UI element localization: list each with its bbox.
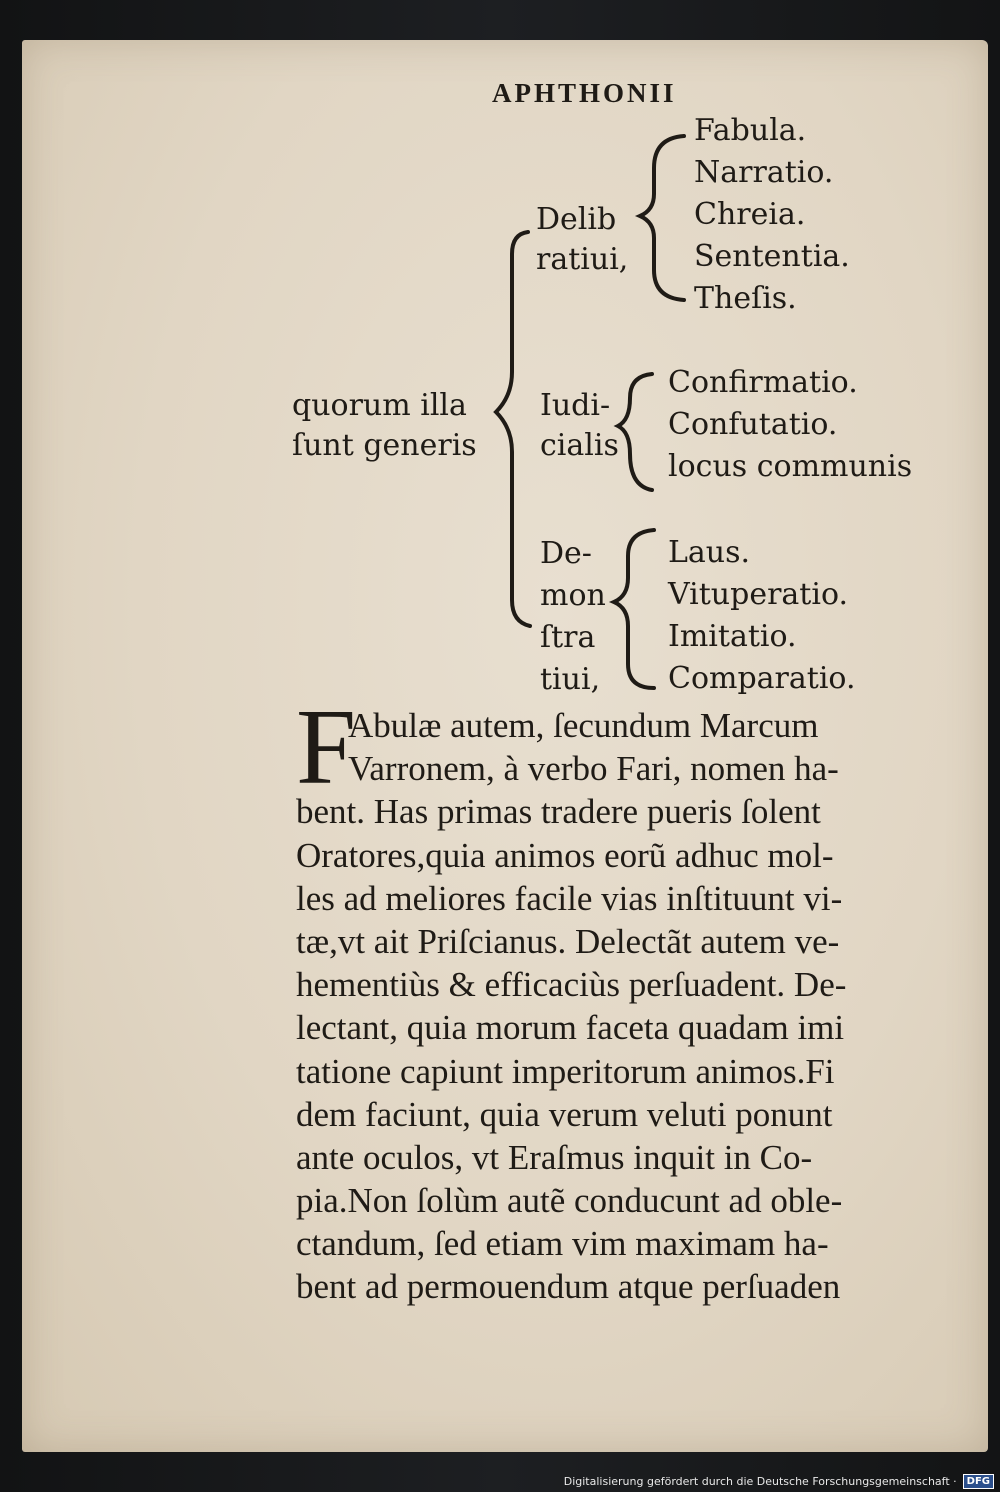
digitization-credit — [564, 1474, 994, 1489]
branch-label-demonstrative-4: tiui, — [540, 662, 601, 697]
brace-demonstrative — [614, 530, 654, 688]
brace-judicial — [618, 374, 652, 490]
text-line: bent ad permouendum atque perſuaden — [296, 1267, 841, 1307]
branch-label-judicial-1: Iudi- — [540, 388, 611, 423]
drop-cap: F — [296, 688, 357, 807]
branch-label-demonstrative-2: mon — [540, 578, 606, 613]
list-item: Theſis. — [694, 281, 797, 316]
branch-label-demonstrative-1: De- — [540, 536, 592, 571]
root-label-line-1: quorum illa — [292, 388, 467, 423]
list-item: Imitatio. — [668, 619, 797, 654]
diagram-braces — [0, 0, 1000, 720]
list-item: Narratio. — [694, 155, 834, 190]
brace-deliberative — [640, 136, 684, 300]
list-item: Vituperatio. — [668, 577, 849, 612]
text-line: Varronem, à verbo Fari, nomen ha- — [348, 749, 839, 789]
body-text — [296, 688, 936, 1309]
branch-label-demonstrative-3: ſtra — [540, 620, 596, 655]
text-line: tæ,vt ait Priſcianus. Delectãt autem ve- — [296, 921, 840, 961]
text-line: Oratores,quia animos eorũ adhuc mol- — [296, 835, 834, 875]
list-item: locus communis — [668, 449, 913, 484]
text-line: lectant, quia morum faceta quadam imi — [296, 1008, 845, 1048]
text-line: bent. Has primas tradere pueris ſolent — [296, 792, 821, 832]
list-item: Comparatio. — [668, 661, 856, 696]
text-line: ante oculos, vt Eraſmus inquit in Co- — [296, 1137, 813, 1177]
running-title: APHTHONII — [492, 78, 677, 108]
root-brace — [496, 232, 530, 626]
branch-label-deliberative-1: Delib — [536, 202, 617, 237]
text-line: hementiùs & efficaciùs perſuadent. De- — [296, 965, 847, 1005]
text-line: pia.Non ſolùm autẽ conducunt ad oble- — [296, 1181, 843, 1221]
text-line: les ad meliores facile vias inſtituunt vi- — [296, 878, 843, 918]
text-line: dem faciunt, quia verum veluti ponunt — [296, 1094, 833, 1134]
list-item: Chreia. — [694, 197, 806, 232]
list-item: Fabula. — [694, 113, 807, 148]
text-line: ctandum, ſed etiam vim maximam ha- — [296, 1224, 829, 1264]
credit-text: Digitalisierung gefördert durch die Deutsche Forschungsgemeinschaft · — [563, 1475, 957, 1488]
list-item: Laus. — [668, 535, 751, 570]
list-item: Confutatio. — [668, 407, 838, 442]
list-item: Sententia. — [694, 239, 850, 274]
text-line: tatione capiunt imperitorum animos.Fi — [296, 1051, 835, 1091]
root-label-line-2: ſunt generis — [292, 428, 477, 463]
branch-label-judicial-2: cialis — [540, 428, 619, 463]
text-line: Abulæ autem, ſecundum Marcum — [348, 706, 819, 745]
dfg-logo: DFG — [963, 1474, 994, 1489]
branch-label-deliberative-2: ratiui, — [536, 242, 629, 277]
list-item: Confirmatio. — [668, 365, 858, 400]
